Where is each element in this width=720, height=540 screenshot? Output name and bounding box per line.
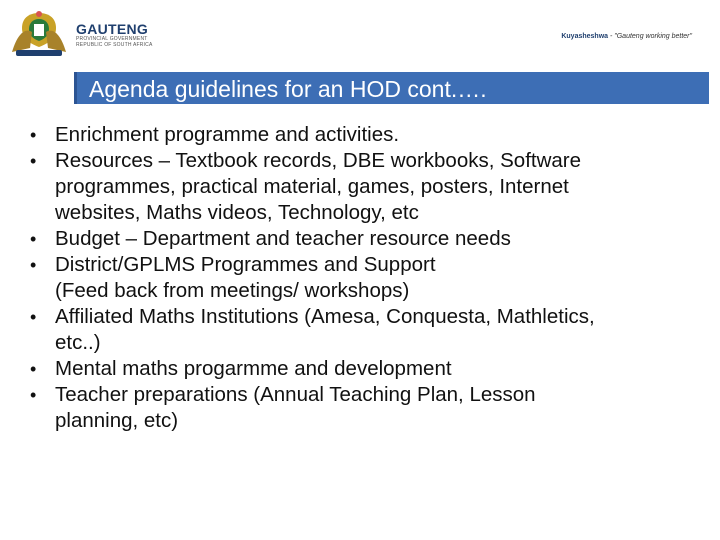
logo-name: GAUTENG	[76, 21, 149, 37]
list-item-text: planning, etc)	[55, 409, 179, 432]
list-item-text: Budget – Department and teacher resource needs	[55, 227, 511, 250]
tagline-quote: - "Gauteng working better"	[608, 33, 692, 40]
gauteng-logo	[8, 10, 238, 62]
list-item-text: District/GPLMS Programmes and Support	[55, 253, 436, 276]
bullet-icon: •	[30, 255, 37, 275]
list-item-text: Teacher preparations (Annual Teaching Plan, Lesson	[55, 383, 536, 406]
list-item-text: Mental maths progarmme and development	[55, 357, 452, 380]
list-item	[28, 382, 698, 434]
list-item-text: Resources – Textbook records, DBE workbooks, Software	[55, 149, 582, 172]
bullet-icon: •	[30, 359, 37, 379]
list-item-text: programmes, practical material, games, posters, Internet	[55, 175, 569, 198]
bullet-icon: •	[30, 385, 37, 405]
tagline	[561, 33, 692, 40]
list-item	[28, 252, 698, 304]
slide-header	[0, 0, 720, 68]
logo-subtitle-line1: PROVINCIAL GOVERNMENT	[76, 36, 148, 42]
list-item	[28, 122, 698, 148]
bullet-icon: •	[30, 229, 37, 249]
logo-subtitle-line2: REPUBLIC OF SOUTH AFRICA	[76, 42, 153, 48]
list-item	[28, 148, 698, 226]
list-item-text: websites, Maths videos, Technology, etc	[55, 201, 419, 224]
tagline-brand: Kuyasheshwa	[561, 33, 609, 40]
slide-title: Agenda guidelines for an HOD cont.….	[89, 76, 487, 102]
list-item	[28, 226, 698, 252]
list-item-text: etc..)	[55, 331, 101, 354]
list-item	[28, 304, 698, 356]
bullet-icon: •	[30, 307, 37, 327]
bullet-icon: •	[30, 151, 37, 171]
coat-of-arms-icon	[8, 10, 70, 62]
list-item	[28, 356, 698, 382]
list-item-text: (Feed back from meetings/ workshops)	[55, 279, 410, 302]
bullet-icon: •	[30, 125, 37, 145]
list-item-text: Enrichment programme and activities.	[55, 123, 400, 146]
title-bar	[74, 72, 709, 104]
list-item-text: Affiliated Maths Institutions (Amesa, Conquesta, Mathletics,	[55, 305, 595, 328]
bullet-list	[28, 122, 698, 434]
